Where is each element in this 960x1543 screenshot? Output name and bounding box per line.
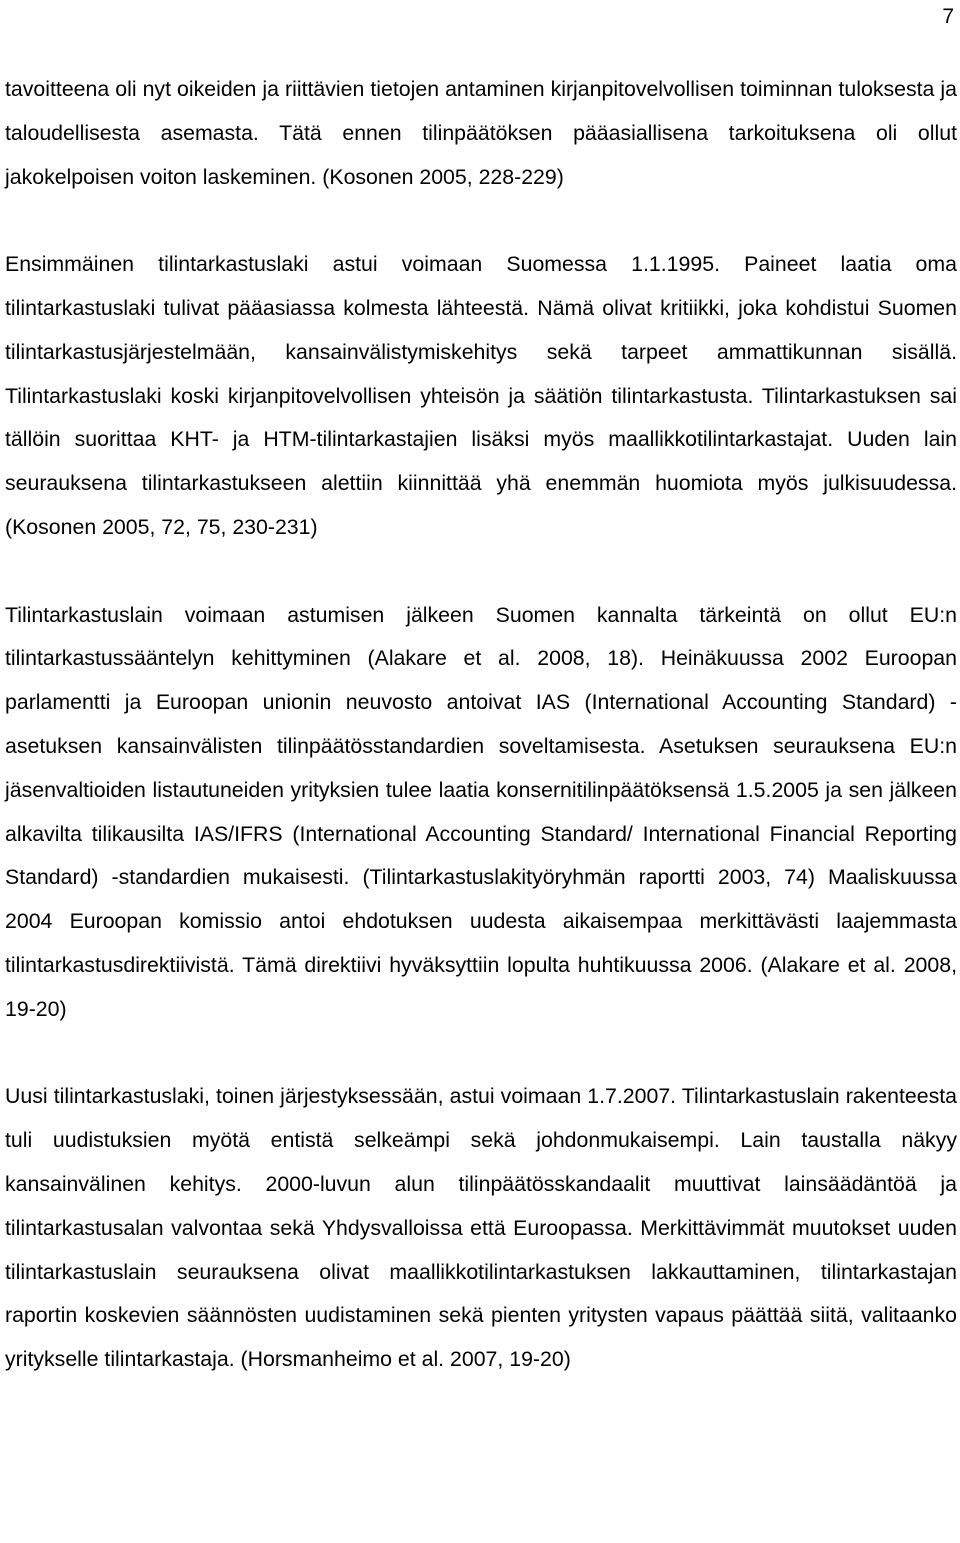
paragraph-spacer [5,550,957,594]
paragraph-4: Uusi tilintarkastuslaki, toinen järjestyksessään, astui voimaan 1.7.2007. Tilintarkastuslain rakenteesta tuli uudistuksien myötä entistä selkeämpi sekä johdonmukaisempi. Lain taustalla näkyy kansainvälinen kehitys. 2000-luvun alun tilinpäätösskandaalit muuttivat lainsäädäntöä ja tilintarkastusalan valvontaa sekä Yhdysvalloissa että Euroopassa. Merkittävimmät muutokset uuden tilintarkastuslain seurauksena olivat maallikkotilintarkastuksen lakkauttaminen, tilintarkastajan raportin koskevien säännösten uudistaminen sekä pienten yritysten vapaus päättää siitä, valitaanko yritykselle tilintarkastaja. (Horsmanheimo et al. 2007, 19-20) [5,1084,957,1372]
document-body [5,68,957,1382]
paragraph-1: tavoitteena oli nyt oikeiden ja riittävien tietojen antaminen kirjanpitovelvollisen toiminnan tuloksesta ja taloudellisesta asemasta. Tätä ennen tilinpäätöksen pääasiallisena tarkoituksena oli ollut jakokelpoisen voiton laskeminen. (Kosonen 2005, 228-229) [5,77,957,189]
paragraph-spacer [5,199,957,243]
paragraph-3: Tilintarkastuslain voimaan astumisen jälkeen Suomen kannalta tärkeintä on ollut EU:n tilintarkastussääntelyn kehittyminen (Alakare et al. 2008, 18). Heinäkuussa 2002 Euroopan parlamentti ja Euroopan unionin neuvosto antoivat IAS (International Accounting Standard) -asetuksen kansainvälisten tilinpäätösstandardien soveltamisesta. Asetuksen seurauksena EU:n jäsenvaltioiden listautuneiden yrityksien tulee laatia konsernitilinpäätöksensä 1.5.2005 ja sen jälkeen alkavilta tilikausilta IAS/IFRS (International Accounting Standard/ International Financial Reporting Standard) -standardien mukaisesti. (Tilintarkastuslakityöryhmän raportti 2003, 74) Maaliskuussa 2004 Euroopan komissio antoi ehdotuksen uudesta aikaisempaa merkittävästi laajemmasta tilintarkastusdirektiivistä. Tämä direktiivi hyväksyttiin lopulta huhtikuussa 2006. (Alakare et al. 2008, 19-20) [5,602,957,1021]
page-number: 7 [942,5,954,28]
paragraph-spacer [5,1032,957,1076]
paragraph-2: Ensimmäinen tilintarkastuslaki astui voimaan Suomessa 1.1.1995. Paineet laatia oma tilintarkastuslaki tulivat pääasiassa kolmesta lähteestä. Nämä olivat kritiikki, joka kohdistui Suomen tilintarkastusjärjestelmään, kansainvälistymiskehitys sekä tarpeet ammattikunnan sisällä. Tilintarkastuslaki koski kirjanpitovelvollisen yhteisön ja säätiön tilintarkastusta. Tilintarkastuksen sai tällöin suorittaa KHT- ja HTM-tilintarkastajien lisäksi myös maallikkotilintarkastajat. Uuden lain seurauksena tilintarkastukseen alettiin kiinnittää yhä enemmän huomiota myös julkisuudessa. (Kosonen 2005, 72, 75, 230-231) [5,252,957,539]
